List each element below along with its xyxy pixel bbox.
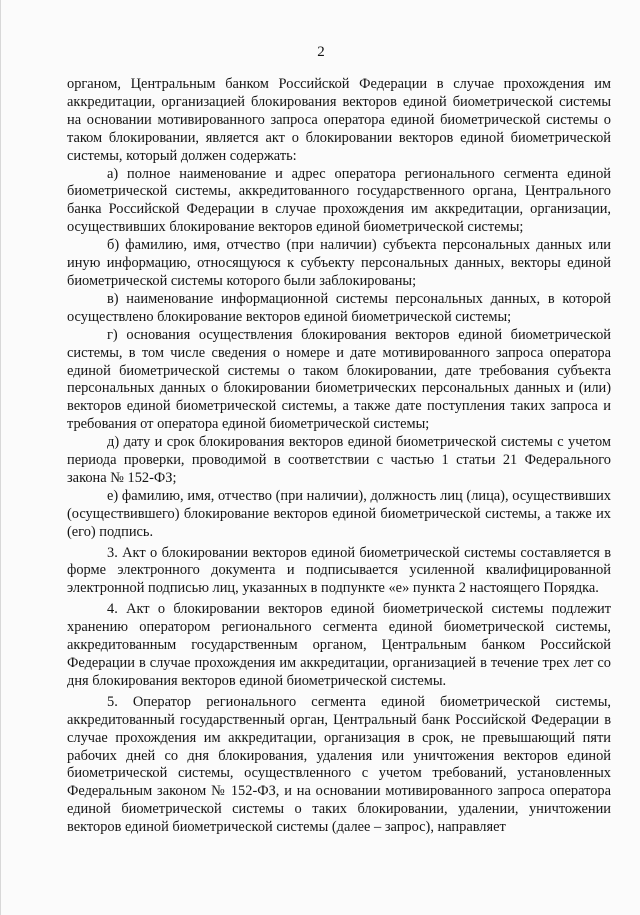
document-body xyxy=(67,76,611,837)
subclause-v: в) наименование информационной системы персональных данных, в которой осуществлено блокирование векторов единой биометрической системы; xyxy=(67,290,611,325)
subclause-b: б) фамилию, имя, отчество (при наличии) субъекта персональных данных или иную информацию, относящуюся к субъекту персональных данных, векторы единой биометрической системы которого были заблокированы; xyxy=(67,237,611,289)
paragraph-continuation: органом, Центральным банком Российской Федерации в случае прохождения им аккредитации, организацией блокирования векторов единой биометрической системы на основании мотивированного запроса оператора единой биометрической системы о таком блокировании, является акт о блокировании векторов единой биометрической системы, который должен содержать: xyxy=(67,76,611,164)
subclause-e: е) фамилию, имя, отчество (при наличии), должность лиц (лица), осуществивших (осуществившего) блокирование векторов единой биометрической системы, а также их (его) подпись. xyxy=(67,487,611,540)
paragraph-3: 3. Акт о блокировании векторов единой биометрической системы составляется в форме электронного документа и подписывается усиленной квалифицированной электронной подписью лиц, указанных в подпункте «е» пункта 2 настоящего Порядка. xyxy=(67,544,611,597)
paragraph-5: 5. Оператор регионального сегмента единой биометрической системы, аккредитованный государственный орган, Центральный банк Российской Федерации в случае прохождения им аккредитации, организация в срок, не превышающий пяти рабочих дней со дня блокирования, удаления или уничтожения векторов единой биометрической системы, осуществленного с учетом требований, установленных Федеральным законом № 152-ФЗ, и на основании мотивированного запроса оператора единой биометрической системы о таких блокировании, удалении, уничтожении векторов единой биометрической системы (далее – запрос), направляет xyxy=(67,693,611,836)
page-number: 2 xyxy=(317,44,325,60)
paragraph-4: 4. Акт о блокировании векторов единой биометрической системы подлежит хранению оператором регионального сегмента единой биометрической системы, аккредитованным государственным органом, Центральным банком Российской Федерации в случае прохождения им аккредитации, организацией в течение трех лет со дня блокирования векторов единой биометрической системы. xyxy=(67,601,611,689)
subclause-g: г) основания осуществления блокирования векторов единой биометрической системы, в том числе сведения о номере и дате мотивированного запроса оператора единой биометрической системы о таком блокировании, дате требования субъекта персональных данных о блокировании биометрических персональных данных и (или) векторов единой биометрической системы, а также дате поступления таких запроса и требования от оператора единой биометрической системы; xyxy=(67,326,611,433)
subclause-d: д) дату и срок блокирования векторов единой биометрической системы с учетом периода проверки, проводимой в соответствии с частью 1 статьи 21 Федерального закона № 152-ФЗ; xyxy=(67,434,611,486)
subclause-a: а) полное наименование и адрес оператора регионального сегмента единой биометрической системы, аккредитованного государственного органа, Центрального банка Российской Федерации в случае прохождения им аккредитации, организации, осуществивших блокирование векторов единой биометрической системы; xyxy=(67,165,611,236)
